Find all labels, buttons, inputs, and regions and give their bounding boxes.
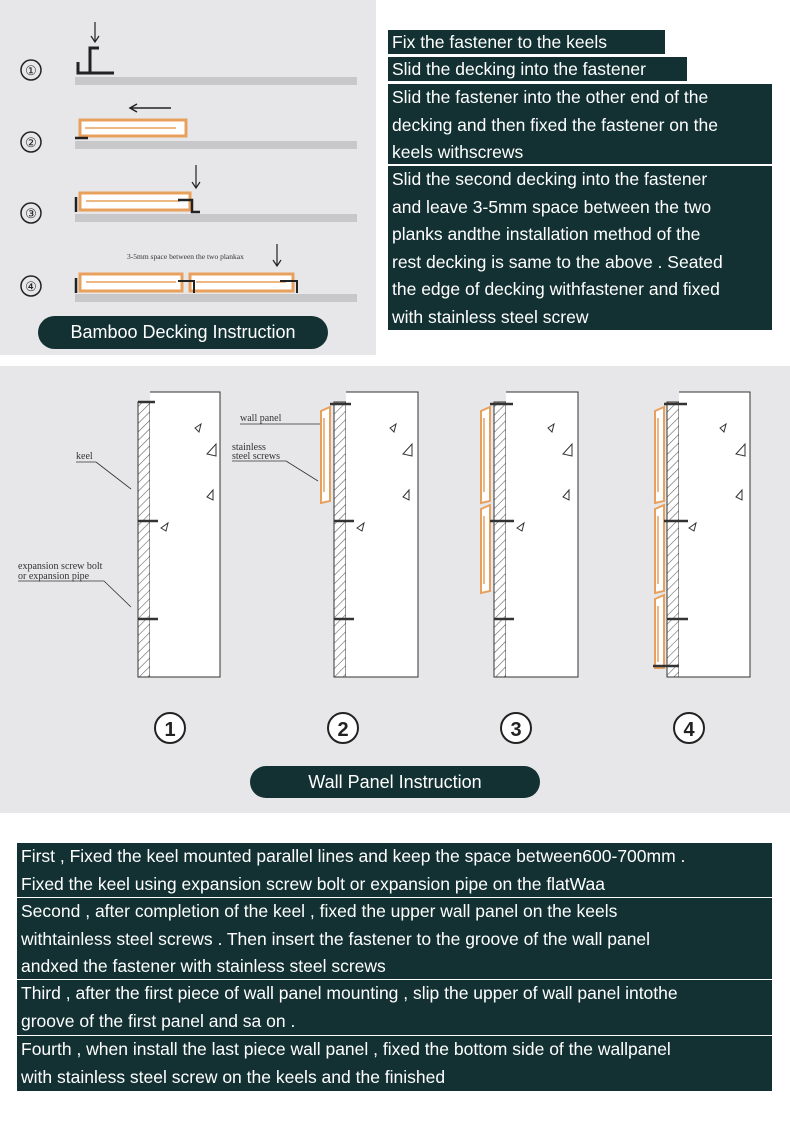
wall-line-1: First , Fixed the keel mounted parallel lines and keep the space between600-700mm . [21, 846, 686, 866]
fastener-step-1 [78, 48, 114, 73]
wall-step-2 [328, 713, 358, 743]
svg-text:1: 1 [164, 719, 176, 741]
wall-block-1 [17, 843, 772, 897]
wall-figure-3 [481, 392, 578, 677]
svg-text:②: ② [25, 135, 37, 150]
wall-figure-4 [653, 392, 750, 677]
svg-text:or expansion pipe: or expansion pipe [18, 571, 90, 582]
decking-line-5: keels withscrews [392, 142, 524, 162]
wall-line-6: Third , after the first piece of wall panel mounting , slip the upper of wall panel intothe [21, 983, 678, 1003]
svg-text:③: ③ [25, 206, 37, 221]
keel-bar-4 [75, 294, 357, 302]
decking-block-3 [388, 84, 772, 164]
svg-text:wall panel: wall panel [240, 413, 282, 424]
svg-text:3-5mm space between the two pl: 3-5mm space between the two plankax [127, 252, 244, 261]
decking-diagram [0, 0, 376, 355]
decking-title-pill: Bamboo Decking Instruction [38, 316, 328, 349]
svg-text:①: ① [25, 63, 37, 78]
wall-panel-diagram [0, 366, 790, 813]
svg-text:4: 4 [683, 719, 695, 741]
step-circle-3 [21, 203, 41, 223]
wall-step-4 [674, 713, 704, 743]
keel-bar-3 [75, 214, 357, 222]
wall-panel-title-pill: Wall Panel Instruction [250, 766, 540, 798]
left-arrow [130, 104, 171, 112]
decking-block-4 [388, 166, 772, 330]
plank-step-2 [75, 120, 186, 138]
wall-panel-instructions [0, 840, 790, 1100]
decking-line-10: the edge of decking withfastener and fixed [392, 279, 720, 299]
decking-line-3: Slid the fastener into the other end of the [392, 87, 709, 107]
wall-step-1 [155, 713, 185, 743]
wall-line-5: andxed the fastener with stainless steel screws [21, 956, 386, 976]
decking-line-8: planks andthe installation method of the [392, 224, 701, 244]
plank-step-3 [76, 165, 200, 212]
decking-line-7: and leave 3-5mm space between the two [392, 196, 712, 217]
decking-line-6: Slid the second decking into the fastener [392, 169, 708, 189]
wall-line-7: groove of the first panel and sa on . [21, 1010, 296, 1031]
svg-text:2: 2 [337, 719, 349, 741]
wall-block-2 [17, 898, 772, 979]
svg-text:stainless: stainless [232, 442, 266, 453]
decking-line-9: rest decking is same to the above . Seated [392, 251, 723, 272]
decking-line-4: decking and then fixed the fastener on the [392, 114, 718, 135]
wall-figure-2 [232, 392, 418, 677]
wall-panel-diagram-panel [0, 366, 790, 813]
svg-text:steel screws: steel screws [232, 451, 281, 462]
svg-text:expansion screw bolt: expansion screw bolt [18, 561, 103, 572]
wall-line-3: Second , after completion of the keel , fixed the upper wall panel on the keels [21, 901, 618, 921]
wall-block-4 [17, 1036, 772, 1091]
step-circle-2 [21, 132, 41, 152]
step-circle-1 [21, 60, 41, 80]
decking-instructions [376, 0, 790, 355]
wall-line-4: withtainless steel screws . Then insert the fastener to the groove of the wall panel [21, 928, 651, 949]
decking-diagram-panel [0, 0, 376, 355]
decking-line-1: Fix the fastener to the keels [388, 30, 665, 54]
planks-step-4 [76, 244, 297, 293]
wall-line-9: with stainless steel screw on the keels and the finished [21, 1066, 446, 1087]
decking-line-11: with stainless steel screw [392, 306, 589, 327]
svg-text:keel: keel [76, 451, 93, 462]
wall-line-8: Fourth , when install the last piece wall panel , fixed the bottom side of the wallpanel [21, 1039, 671, 1059]
svg-text:④: ④ [25, 279, 37, 294]
keel-bar-2 [75, 141, 357, 149]
svg-text:3: 3 [510, 719, 522, 741]
wall-block-3 [17, 980, 772, 1035]
wall-step-3 [501, 713, 531, 743]
wall-figure-1 [18, 392, 220, 677]
decking-line-2: Slid the decking into the fastener [388, 57, 687, 81]
wall-line-2: Fixed the keel using expansion screw bolt or expansion pipe on the flatWaa [21, 873, 606, 894]
keel-bar-1 [75, 77, 357, 85]
down-arrow-1 [91, 22, 99, 42]
step-circle-4 [21, 276, 41, 296]
